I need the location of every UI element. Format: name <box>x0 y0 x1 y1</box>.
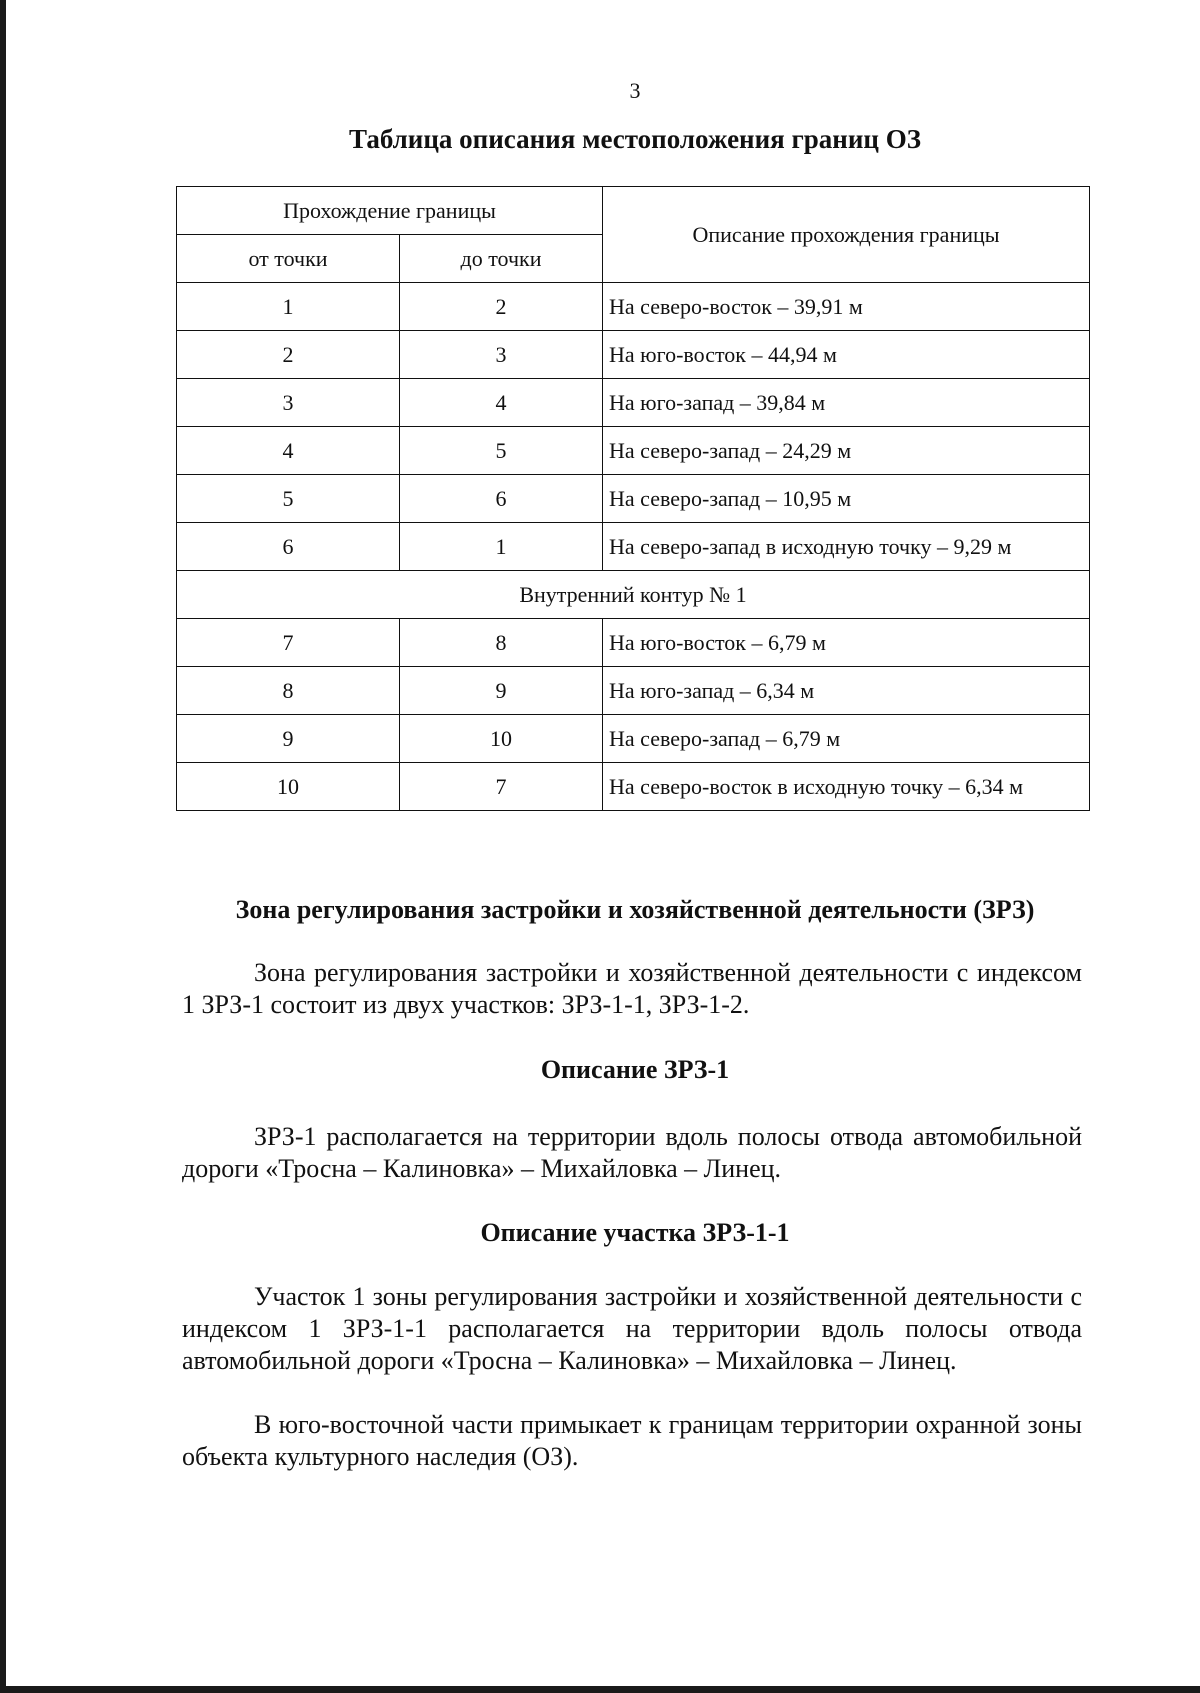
cell-from: 2 <box>177 331 400 379</box>
cell-to: 9 <box>400 667 603 715</box>
cell-to: 8 <box>400 619 603 667</box>
table-title: Таблица описания местоположения границ ОЗ <box>349 124 921 154</box>
zrz11-heading: Описание участка ЗРЗ-1-1 <box>480 1218 790 1247</box>
cell-to: 10 <box>400 715 603 763</box>
zrz1-heading: Описание ЗРЗ-1 <box>540 1055 730 1084</box>
cell-from: 6 <box>177 523 400 571</box>
header-to-point: до точки <box>400 235 603 283</box>
scan-edge-left <box>0 0 6 1693</box>
table-header-row-1 <box>177 187 1090 235</box>
header-from-point: от точки <box>177 235 400 283</box>
table-row <box>177 475 1090 523</box>
cell-from: 5 <box>177 475 400 523</box>
cell-from: 7 <box>177 619 400 667</box>
table-row <box>177 331 1090 379</box>
table-row <box>177 619 1090 667</box>
scan-edge-bottom <box>0 1686 1200 1693</box>
cell-from: 10 <box>177 763 400 811</box>
inner-contour-row <box>177 571 1090 619</box>
cell-description: На юго-запад – 6,34 м <box>603 667 1090 715</box>
zrz11-paragraph-2: В юго-восточной части примыкает к границам территории охранной зоны объекта культурного наследия (ОЗ). <box>182 1410 1082 1471</box>
cell-description: На юго-запад – 39,84 м <box>603 379 1090 427</box>
zrz1-paragraph: ЗРЗ-1 располагается на территории вдоль полосы отвода автомобильной дороги «Тросна – Калиновка» – Михайловка – Линец. <box>182 1122 1082 1183</box>
table-row <box>177 283 1090 331</box>
table-row <box>177 523 1090 571</box>
cell-description: На северо-восток в исходную точку – 6,34 м <box>603 763 1090 811</box>
cell-description: На северо-запад в исходную точку – 9,29 м <box>603 523 1090 571</box>
cell-from: 4 <box>177 427 400 475</box>
cell-description: На северо-запад – 6,79 м <box>603 715 1090 763</box>
cell-description: На северо-запад – 10,95 м <box>603 475 1090 523</box>
cell-to: 7 <box>400 763 603 811</box>
cell-to: 1 <box>400 523 603 571</box>
table-row <box>177 427 1090 475</box>
cell-description: На юго-восток – 6,79 м <box>603 619 1090 667</box>
table-row <box>177 715 1090 763</box>
cell-description: На юго-восток – 44,94 м <box>603 331 1090 379</box>
table-row <box>177 763 1090 811</box>
boundary-table <box>176 186 1090 811</box>
table-row <box>177 667 1090 715</box>
inner-contour-label: Внутренний контур № 1 <box>177 571 1090 619</box>
cell-to: 6 <box>400 475 603 523</box>
cell-from: 8 <box>177 667 400 715</box>
cell-to: 4 <box>400 379 603 427</box>
page-number: 3 <box>629 78 641 103</box>
header-description: Описание прохождения границы <box>603 187 1090 283</box>
cell-description: На северо-восток – 39,91 м <box>603 283 1090 331</box>
cell-from: 9 <box>177 715 400 763</box>
cell-to: 2 <box>400 283 603 331</box>
cell-to: 5 <box>400 427 603 475</box>
cell-description: На северо-запад – 24,29 м <box>603 427 1090 475</box>
zrz-heading: Зона регулирования застройки и хозяйственной деятельности (ЗРЗ) <box>235 895 1035 924</box>
header-boundary-passage: Прохождение границы <box>177 187 603 235</box>
zrz-paragraph: Зона регулирования застройки и хозяйственной деятельности с индексом 1 ЗРЗ-1 состоит из двух участков: ЗРЗ-1-1, ЗРЗ-1-2. <box>182 958 1082 1019</box>
cell-to: 3 <box>400 331 603 379</box>
table-row <box>177 379 1090 427</box>
cell-from: 3 <box>177 379 400 427</box>
cell-from: 1 <box>177 283 400 331</box>
zrz11-paragraph-1: Участок 1 зоны регулирования застройки и хозяйственной деятельности с индексом 1 ЗРЗ-1-1 располагается на территории вдоль полосы отвода автомобильной дороги «Тросна – Калиновка» – Михайловка – Линец. <box>182 1282 1082 1375</box>
